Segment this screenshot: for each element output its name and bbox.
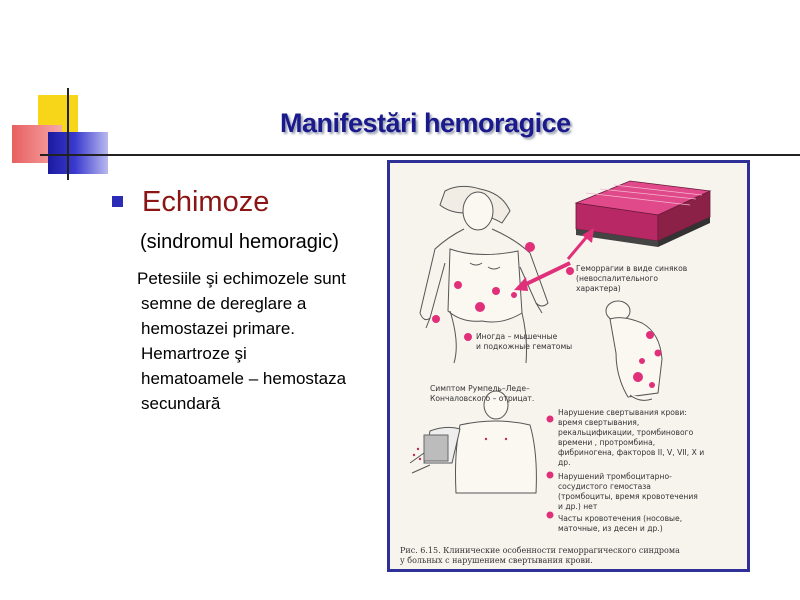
body-line: semne de dereglare a (141, 294, 307, 313)
caption-line: у больных с нарушением свертывания крови. (400, 556, 593, 565)
label-line: маточные, из десен и др.) (558, 524, 663, 533)
label-platelet (558, 472, 698, 511)
body-line: hematoamele – hemostaza (141, 369, 347, 388)
label-bruises (576, 264, 688, 293)
label-line: фибриногена, факторов II, V, VII, X и (558, 448, 705, 457)
body-line: hemostazei primare. (141, 319, 296, 338)
label-line: и др.) нет (558, 502, 598, 511)
label-bleeding (558, 514, 682, 533)
figure-caption (400, 546, 680, 565)
label-line: время свертывания, (558, 418, 640, 427)
label-line: Геморрагии в виде синяков (576, 264, 688, 273)
caption-line: Рис. 6.15. Клинические особенности геморрагического синдрома (400, 546, 680, 555)
body-line: Hemartroze şi (141, 344, 247, 363)
slide-title: Manifestări hemoragice (280, 108, 571, 138)
label-rumpel (430, 384, 534, 403)
label-line: Нарушение свертывания крови: (558, 408, 687, 417)
tissue-block (576, 181, 710, 247)
bullet-heading: Echimoze (142, 186, 270, 218)
label-line: сосудистого гемостаза (558, 482, 651, 491)
label-line: (тромбоциты, время кровотечения (558, 492, 698, 501)
medical-illustration (387, 160, 750, 572)
body-paragraph (120, 266, 370, 416)
label-line: Иногда – мышечные (476, 332, 558, 341)
label-line: (невоспалительного (576, 274, 658, 283)
label-line: Симптом Румпель–Леде– (430, 384, 530, 393)
label-line: др. (558, 458, 571, 467)
label-line: Кончаловского – отрицат. (430, 394, 535, 403)
bullet-square-icon (112, 196, 123, 207)
label-line: времени , протромбина, (558, 438, 656, 447)
body-line: secundară (141, 394, 221, 413)
label-hematomas (476, 332, 572, 351)
label-coagulation (558, 408, 704, 467)
decor-horizontal-line (40, 154, 800, 156)
label-line: рекальцификации, тромбинового (558, 428, 694, 437)
label-line: Нарушений тромбоцитарно- (558, 472, 672, 481)
bullet-subheading: (sindromul hemoragic) (140, 231, 339, 253)
decor-blue-square (48, 132, 108, 174)
illustration-drawing (390, 163, 747, 569)
label-line: и подкожные гематомы (476, 342, 573, 351)
decor-vertical-line (67, 88, 69, 180)
label-line: Часты кровотечения (носовые, (558, 514, 683, 523)
patient-figure-lower (410, 391, 536, 493)
label-line: характера) (576, 284, 621, 293)
body-line: Petesiile şi echimozele sunt (137, 269, 346, 288)
